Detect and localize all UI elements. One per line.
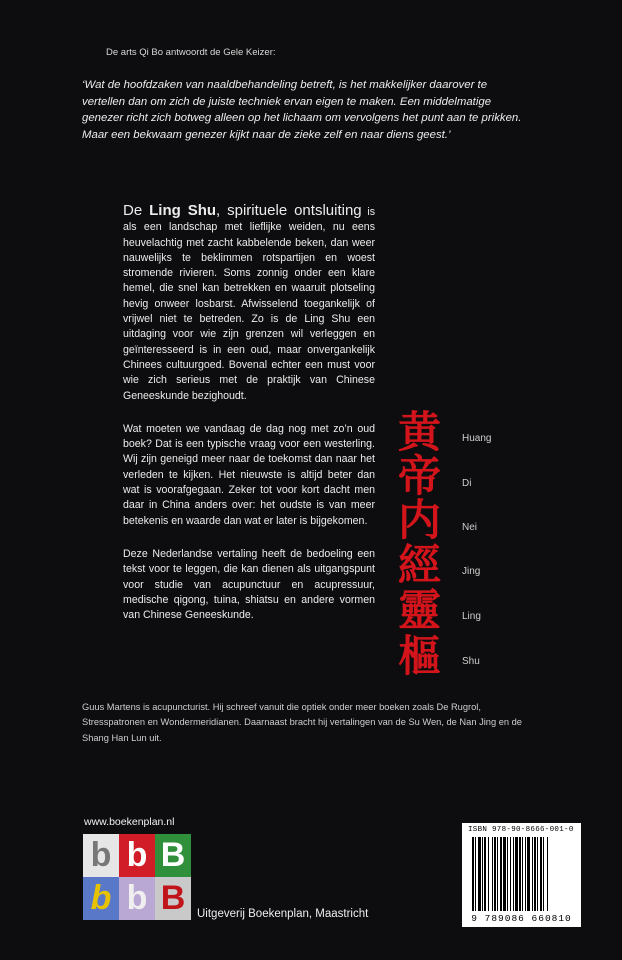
barcode-bar: [507, 837, 508, 911]
barcode-bar: [543, 837, 544, 911]
title-char-di: 帝: [398, 452, 441, 502]
publisher-logo: [83, 834, 191, 920]
barcode-bar: [534, 837, 536, 911]
barcode-bar: [482, 837, 483, 911]
barcode-bar: [513, 837, 514, 911]
barcode-bar: [519, 837, 521, 911]
body-text: [123, 203, 375, 641]
intro-line: De arts Qi Bo antwoordt de Gele Keizer:: [106, 47, 276, 58]
barcode-bar: [484, 837, 486, 911]
website-link[interactable]: www.boekenplan.nl: [84, 816, 175, 828]
barcode-bar: [532, 837, 533, 911]
isbn-label: ISBN 978-90-8666-001-0: [468, 826, 574, 834]
barcode-bar: [515, 837, 518, 911]
lead-de: De: [123, 202, 150, 219]
logo-tile-6: B: [155, 877, 191, 920]
roman-jing: Jing: [462, 566, 481, 577]
paragraph-3: Deze Nederlandse vertaling heeft de bedoeling een tekst voor te leggen, die kan dienen als uitgangspunt voor studie van acupunctuur en acupressuur, medische qigong, tuina, shiatsu en andere vormen van Chinese Geneeskunde.: [123, 547, 375, 622]
logo-tile-5: b: [119, 877, 155, 920]
title-char-ling: 靈: [398, 586, 441, 636]
book-title-bold: Ling Shu: [149, 202, 217, 219]
barcode-bar: [478, 837, 481, 911]
logo-tile-3: B: [155, 834, 191, 877]
logo-tile-1: b: [83, 834, 119, 877]
paragraph-1: [123, 203, 375, 404]
barcode-bar: [537, 837, 538, 911]
roman-nei: Nei: [462, 522, 478, 533]
roman-shu: Shu: [462, 656, 480, 667]
barcode-bar: [475, 837, 476, 911]
lead-rest: , spirituele ontsluiting: [216, 202, 362, 219]
barcode-bar: [500, 837, 502, 911]
barcode-bar: [540, 837, 542, 911]
roman-huang: Huang: [462, 433, 492, 444]
quote-text: ‘Wat de hoofdzaken van naaldbehandeling betreft, is het makkelijker daarover te vertellen dan om zich de juiste techniek ervan eigen te maken. Een middelmatige genezer richt zich botweg alleen op het lichaam om vervolgens het punt aan te prikken. Maar een bekwaam genezer kijkt naar de zieke zelf en naar diens geest.’: [82, 79, 522, 141]
roman-ling: Ling: [462, 611, 481, 622]
paragraph-1-rest: is als een landschap met lieflijke weiden, nu eens heuvelachtig met zacht kabbelende beken, dan weer nauwelijks te beklimmen rotspartijen en woest stromende rivieren. Soms zonnig onder een klare hemel, die snel kan betrekken en waaruit plotseling hevig onweer losbarst. Afwisselend toegankelijk of vrijwel niet te betreden. Zo is de Ling Shu een uitdaging voor wie zijn grenzen wil verleggen en geïnteresseerd is in een oud, maar onvergankelijk Chinees cultuurgoed. Bovenal echter een must voor wie zich serieus met de praktijk van Chinese Geneeskunde bezighoudt.: [123, 206, 376, 402]
barcode-bar: [494, 837, 496, 911]
title-char-nei: 内: [398, 496, 441, 546]
author-bio: Guus Martens is acupuncturist. Hij schreef vanuit die optiek onder meer boeken zoals De Rugrol, Stresspatronen en Wondermeridianen. Daarnaast bracht hij vertalingen van de Su Wen, de Nan Jing en de Shang Han Lun uit.: [82, 702, 522, 743]
title-char-jing: 經: [398, 541, 441, 591]
roman-di: Di: [462, 478, 472, 489]
logo-tile-2: b: [119, 834, 155, 877]
title-char-huang: 黄: [398, 408, 441, 458]
barcode-bar: [527, 837, 530, 911]
barcode-bar: [510, 837, 511, 911]
barcode-bar: [503, 837, 506, 911]
paragraph-2: Wat moeten we vandaag de dag nog met zo’n oud boek? Dat is een typische vraag voor een westerling. Wij zijn geneigd meer naar de toekomst dan naar het verleden te kijken. Het nieuwste is altijd beter dan wat is voorafgegaan. Zeker tot voor kort dacht men daar in China anders over: het oudste is van meer betekenis en waarde dan wat er later is bijgekomen.: [123, 422, 375, 527]
barcode-bar: [522, 837, 523, 911]
publisher-name: Uitgeverij Boekenplan, Maastricht: [197, 908, 369, 920]
barcode-bar: [497, 837, 498, 911]
barcode-digits: 9 789086 660810: [471, 913, 572, 924]
barcode: [462, 823, 581, 927]
barcode-bar: [488, 837, 489, 911]
barcode-bar: [547, 837, 548, 911]
paragraph-1-lead: [123, 202, 362, 219]
logo-tile-4: b: [83, 877, 119, 920]
barcode-bars: [472, 837, 572, 913]
barcode-bar: [525, 837, 526, 911]
barcode-bar: [472, 837, 474, 911]
barcode-bar: [492, 837, 493, 911]
title-char-shu: 樞: [398, 632, 441, 682]
